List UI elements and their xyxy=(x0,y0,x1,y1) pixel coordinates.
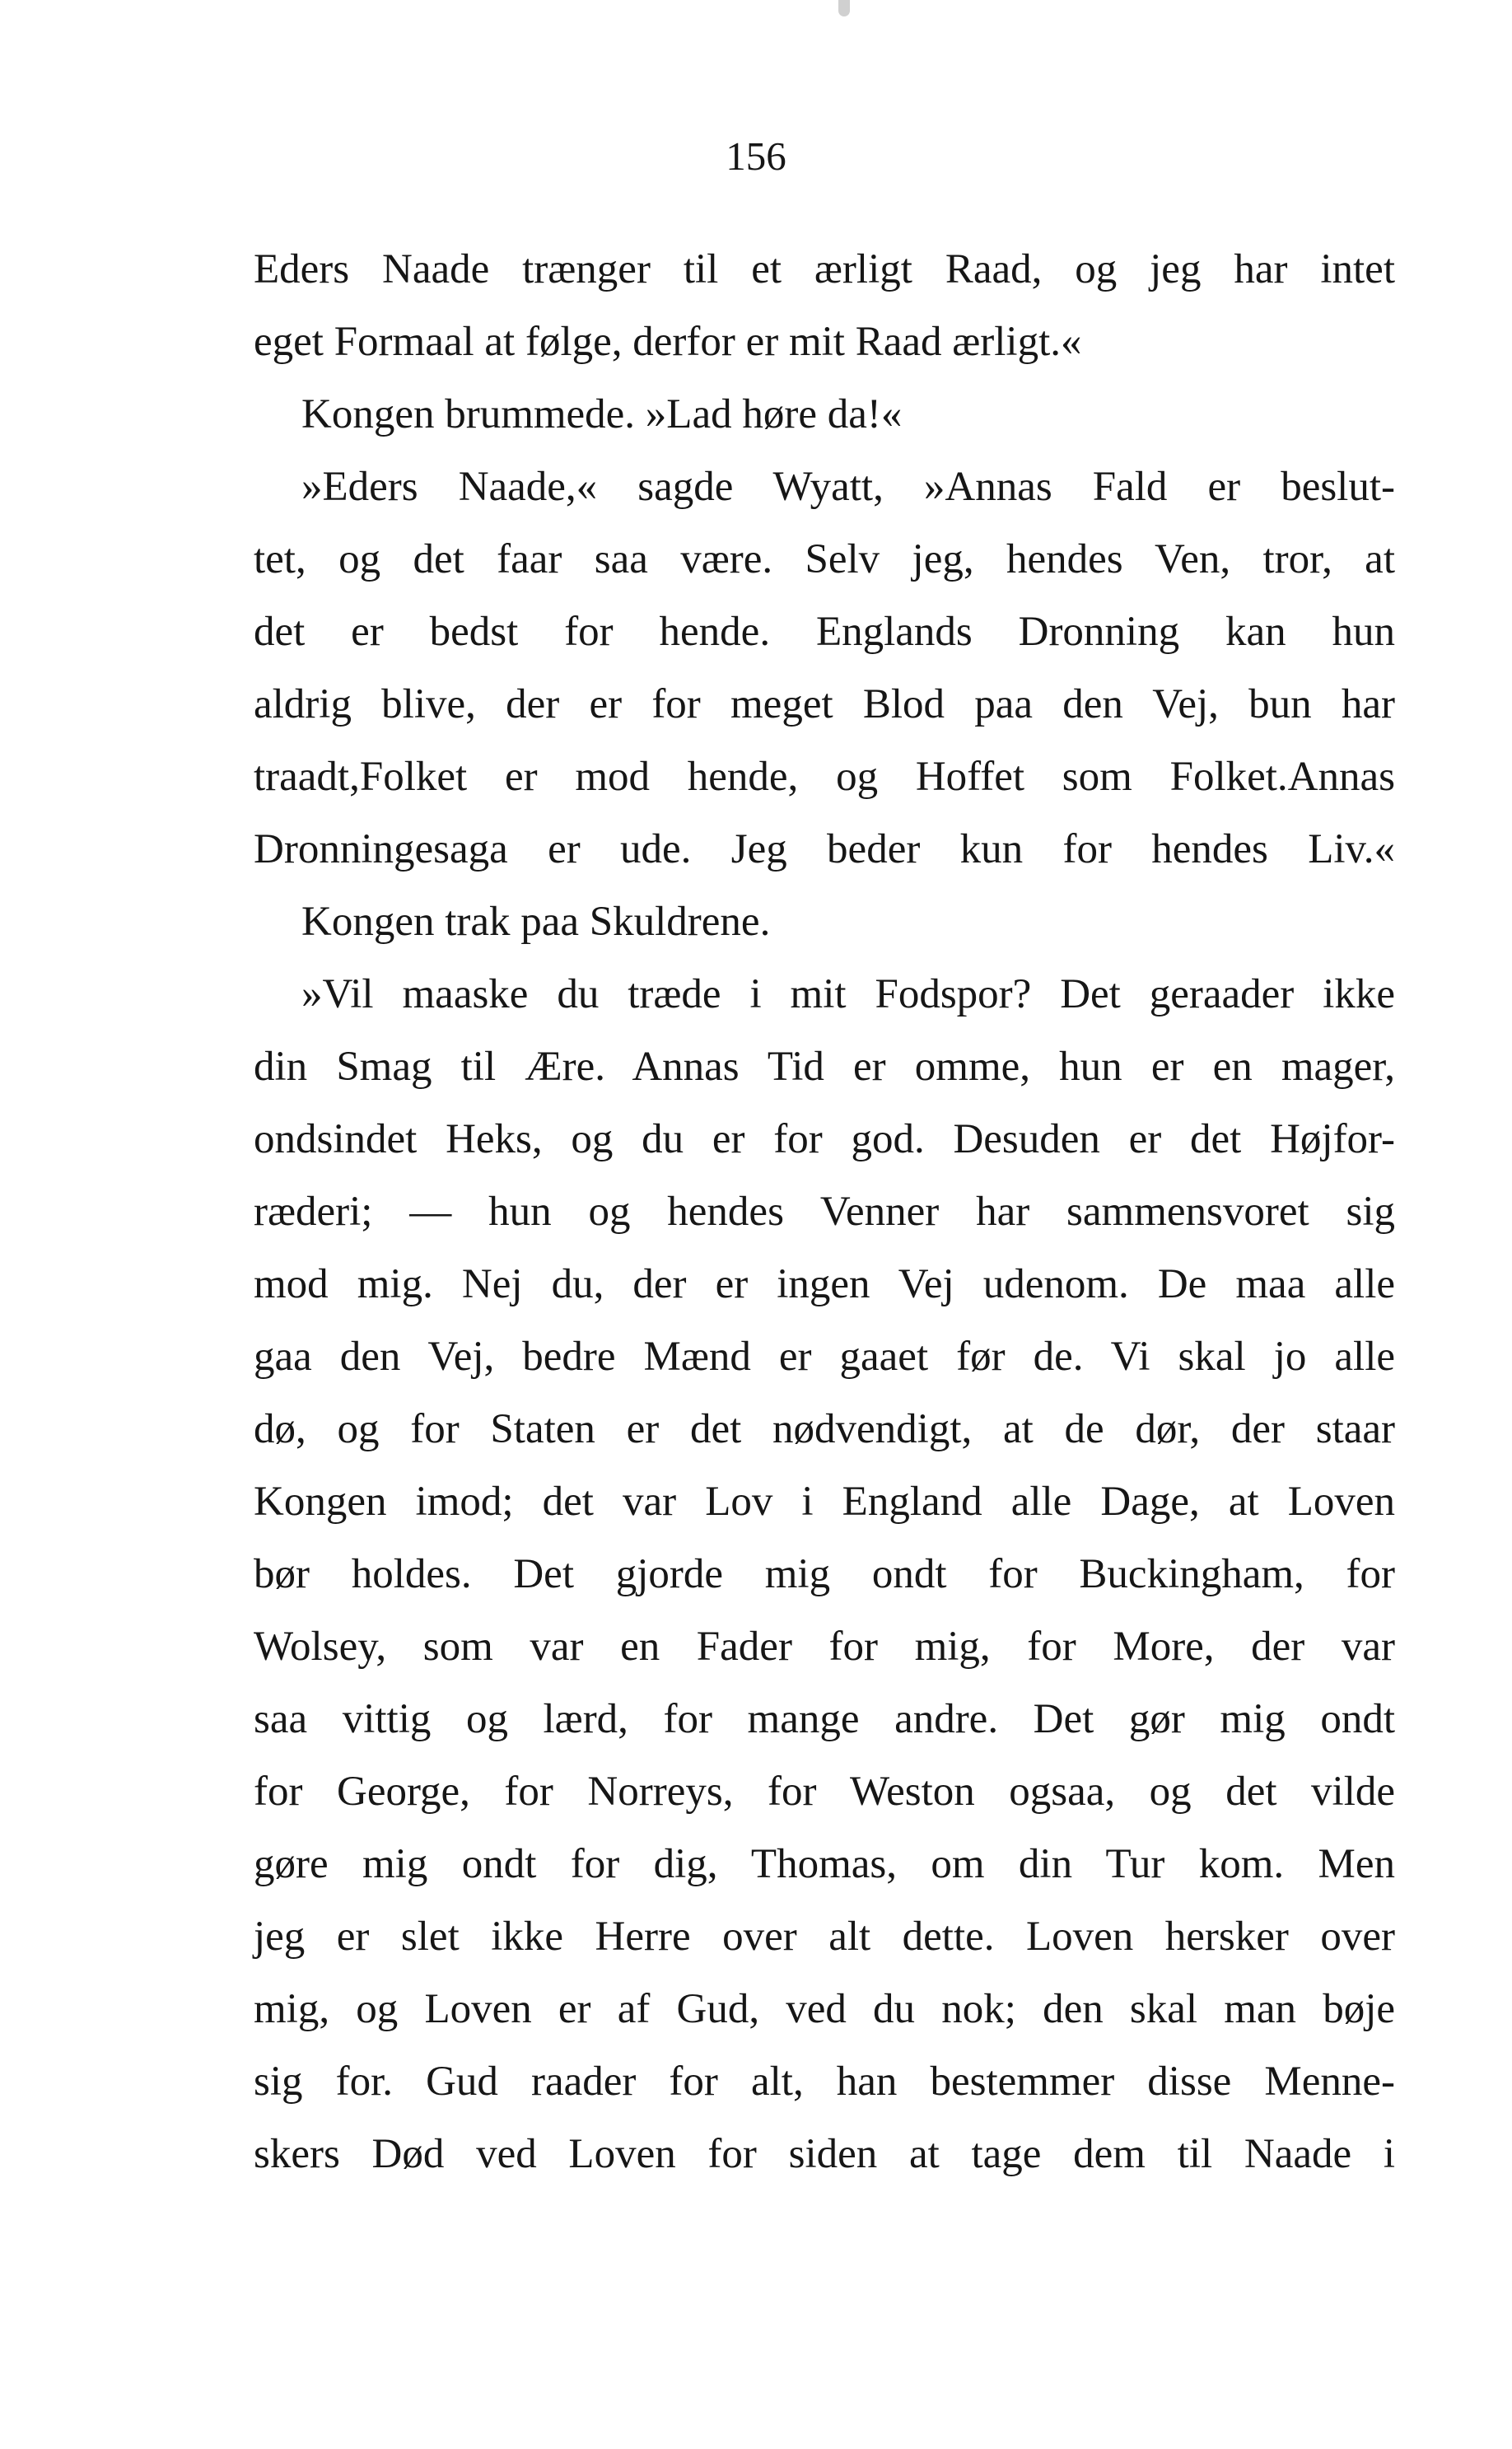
scan-artifact xyxy=(838,0,850,16)
text-line: skers Død ved Loven for siden at tage dem til Naade i xyxy=(254,2131,1395,2177)
text-line: »Eders Naade,« sagde Wyatt, »Annas Fald er beslut- xyxy=(301,464,1395,510)
body-text xyxy=(254,233,1395,2190)
page-number: 156 xyxy=(726,133,786,179)
text-line: jeg er slet ikke Herre over alt dette. Loven hersker over xyxy=(254,1914,1395,1960)
text-line: sig for. Gud raader for alt, han bestemmer disse Menne- xyxy=(254,2059,1395,2105)
text-line: Kongen imod; det var Lov i England alle Dage, at Loven xyxy=(254,1479,1395,1525)
text-line: eget Formaal at følge, derfor er mit Raad ærligt.« xyxy=(254,319,1082,365)
text-line: ondsindet Heks, og du er for god. Desuden er det Højfor- xyxy=(254,1116,1395,1162)
text-line: bør holdes. Det gjorde mig ondt for Buckingham, for xyxy=(254,1551,1395,1597)
text-line: Kongen brummede. »Lad høre da!« xyxy=(301,391,903,437)
text-line: gaa den Vej, bedre Mænd er gaaet før de. Vi skal jo alle xyxy=(254,1334,1395,1380)
text-line: »Vil maaske du træde i mit Fodspor? Det geraader ikke xyxy=(301,971,1395,1017)
text-line: tet, og det faar saa være. Selv jeg, hendes Ven, tror, at xyxy=(254,536,1395,582)
text-line: saa vittig og lærd, for mange andre. Det gør mig ondt xyxy=(254,1696,1395,1742)
text-line: dø, og for Staten er det nødvendigt, at de dør, der staar xyxy=(254,1406,1395,1452)
text-line: mod mig. Nej du, der er ingen Vej udenom. De maa alle xyxy=(254,1261,1395,1307)
text-line: traadt,Folket er mod hende, og Hoffet som Folket.Annas xyxy=(254,754,1395,800)
text-line: for George, for Norreys, for Weston ogsaa, og det vilde xyxy=(254,1769,1395,1815)
text-line: Wolsey, som var en Fader for mig, for More, der var xyxy=(254,1624,1395,1670)
text-line: Eders Naade trænger til et ærligt Raad, og jeg har intet xyxy=(254,246,1395,292)
text-line: aldrig blive, der er for meget Blod paa den Vej, bun har xyxy=(254,681,1395,727)
text-line: Kongen trak paa Skuldrene. xyxy=(301,899,771,945)
text-line: det er bedst for hende. Englands Dronning kan hun xyxy=(254,609,1395,655)
text-line: ræderi; — hun og hendes Venner har sammensvoret sig xyxy=(254,1189,1395,1235)
text-line: mig, og Loven er af Gud, ved du nok; den skal man bøje xyxy=(254,1986,1395,2032)
text-line: Dronningesaga er ude. Jeg beder kun for hendes Liv.« xyxy=(254,826,1395,872)
text-line: din Smag til Ære. Annas Tid er omme, hun er en mager, xyxy=(254,1044,1395,1090)
text-line: gøre mig ondt for dig, Thomas, om din Tur kom. Men xyxy=(254,1841,1395,1887)
